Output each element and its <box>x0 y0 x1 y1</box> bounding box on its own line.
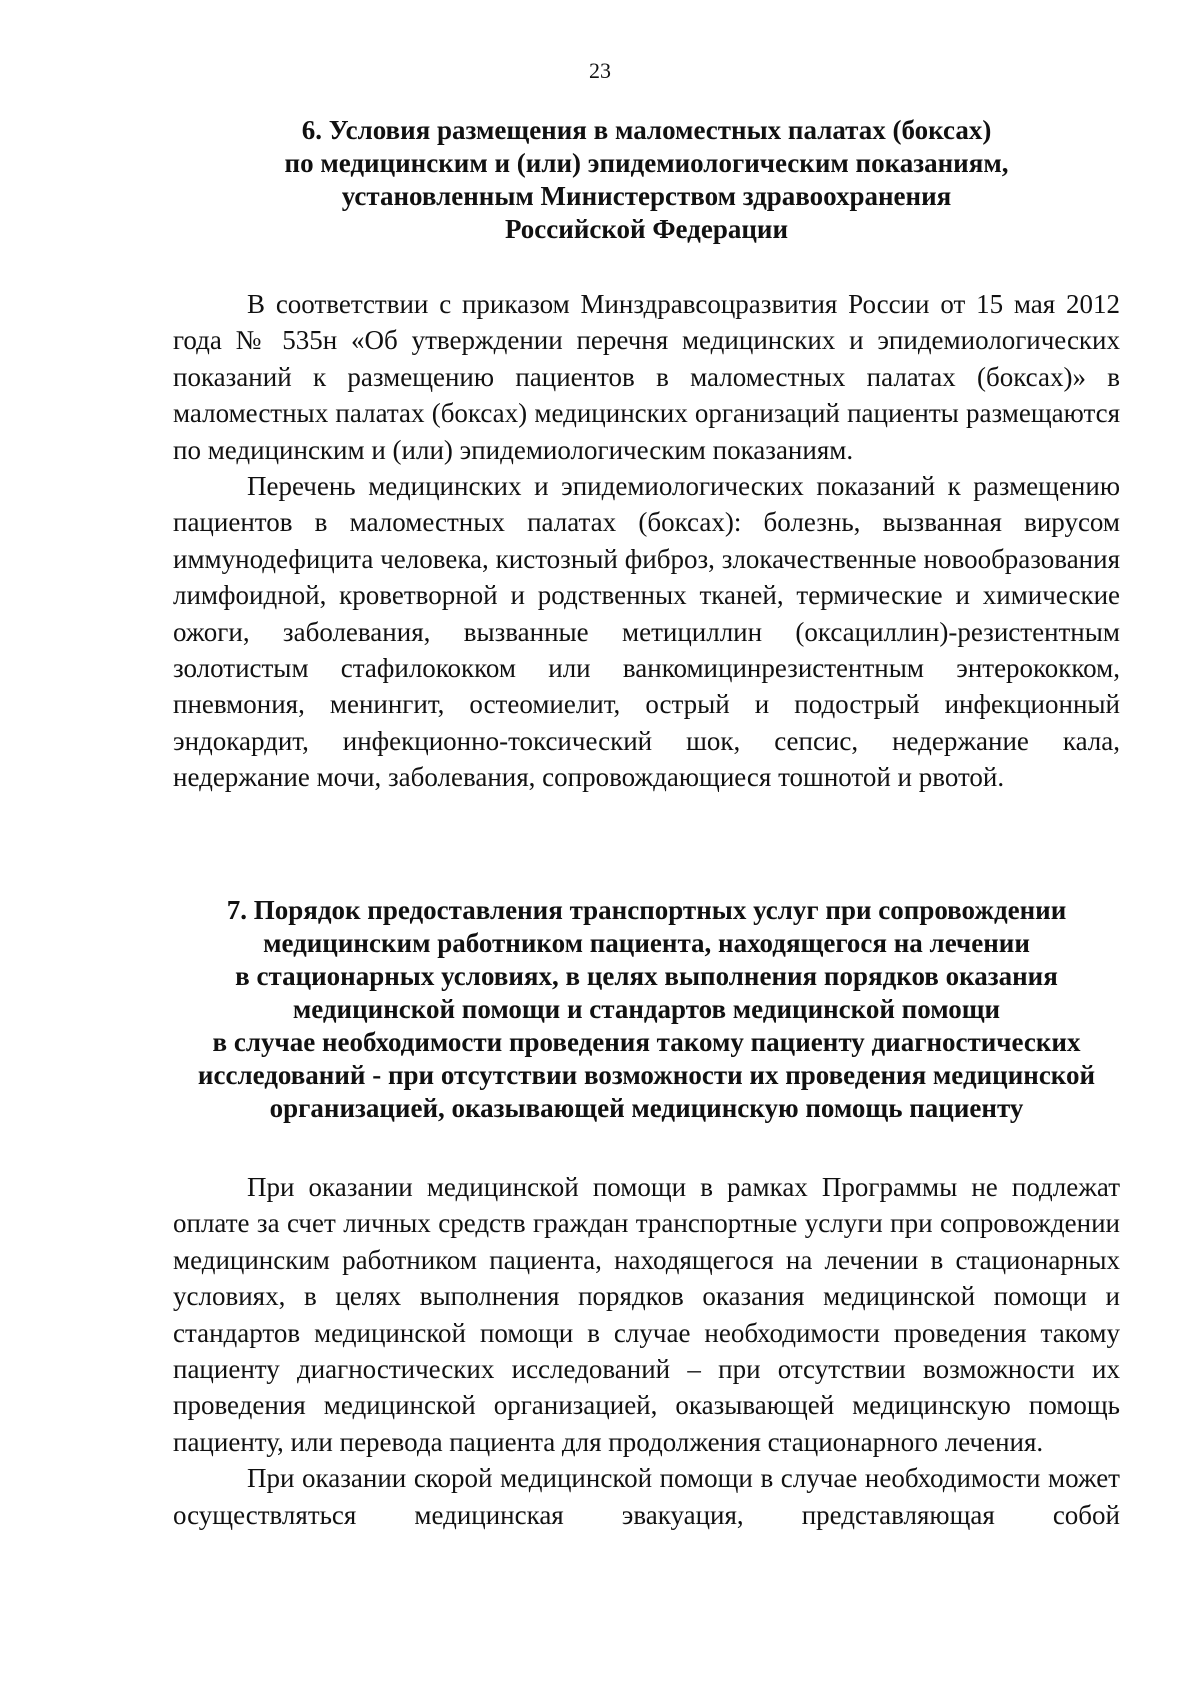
heading-line: исследований - при отсутствии возможности их проведения медицинской <box>197 1060 1096 1090</box>
paragraph: В соответствии с приказом Минздравсоцразвития России от 15 мая 2012 года № 535н «Об утверждении перечня медицинских и эпидемиологических показаний к размещению пациентов в маломестных палатах (боксах)» в маломестных палатах (боксах) медицинских организаций пациенты размещаются по медицинским и (или) эпидемиологическим показаниям. <box>173 289 1120 465</box>
heading-line: организацией, оказывающей медицинскую помощь пациенту <box>269 1093 1024 1123</box>
heading-line: по медицинским и (или) эпидемиологическим показаниям, <box>284 148 1009 178</box>
heading-line: Российской Федерации <box>504 214 789 244</box>
section-7-body <box>173 1169 1120 1533</box>
section-7 <box>173 894 1120 1533</box>
heading-line: установленным Министерством здравоохранения <box>341 181 952 211</box>
heading-line: 6. Условия размещения в маломестных палатах (боксах) <box>301 115 992 145</box>
paragraph: Перечень медицинских и эпидемиологических показаний к размещению пациентов в маломестных палатах (боксах): болезнь, вызванная вирусом иммунодефицита человека, кистозный фиброз, злокачественные новообразования лимфоидной, кроветворной и родственных тканей, термические и химические ожоги, заболевания, вызванные метициллин (оксациллин)-резистентным золотистым стафилококком или ванкомицинрезистентным энтерококком, пневмония, менингит, остеомиелит, острый и подострый инфекционный эндокардит, инфекционно-токсический шок, сепсис, недержание кала, недержание мочи, заболевания, сопровождающиеся тошнотой и рвотой. <box>173 471 1120 793</box>
section-7-heading <box>173 894 1120 1125</box>
paragraph: При оказании скорой медицинской помощи в случае необходимости может осуществляться медицинская эвакуация, представляющая собой <box>173 1463 1120 1530</box>
heading-line: 7. Порядок предоставления транспортных услуг при сопровождении <box>226 895 1067 925</box>
section-6 <box>173 114 1120 796</box>
page-number: 23 <box>589 58 611 83</box>
heading-line: в стационарных условиях, в целях выполнения порядков оказания <box>235 961 1058 991</box>
heading-line: медицинским работником пациента, находящегося на лечении <box>263 928 1030 958</box>
heading-line: в случае необходимости проведения такому пациенту диагностических <box>212 1027 1081 1057</box>
section-6-heading <box>173 114 1120 246</box>
heading-line: медицинской помощи и стандартов медицинской помощи <box>292 994 1001 1024</box>
section-6-body <box>173 286 1120 796</box>
paragraph: При оказании медицинской помощи в рамках Программы не подлежат оплате за счет личных средств граждан транспортные услуги при сопровождении медицинским работником пациента, находящегося на лечении в стационарных условиях, в целях выполнения порядков оказания медицинской помощи и стандартов медицинской помощи в случае необходимости проведения такому пациенту диагностических исследований – при отсутствии возможности их проведения медицинской организацией, оказывающей медицинскую помощь пациенту, или перевода пациента для продолжения стационарного лечения. <box>173 1172 1120 1457</box>
